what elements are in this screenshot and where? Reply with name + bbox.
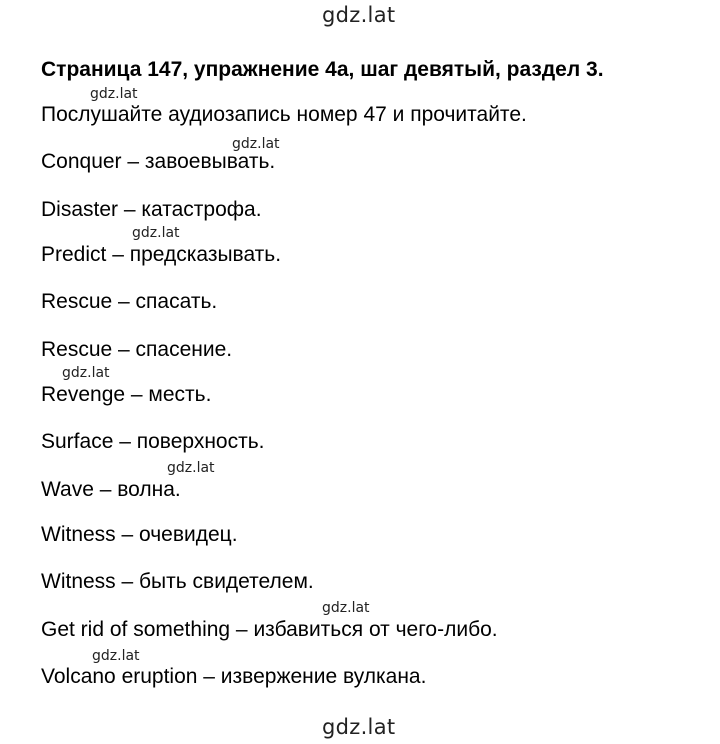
vocab-item: Wave – волна. [41, 478, 181, 501]
page-heading: Страница 147, упражнение 4a, шаг девятый, раздел 3. [41, 58, 604, 81]
watermark-top: gdz.lat [322, 3, 396, 27]
watermark-inline: gdz.lat [167, 460, 215, 476]
watermark-inline: gdz.lat [92, 648, 140, 664]
vocab-item: Conquer – завоевывать. [41, 150, 276, 173]
watermark-inline: gdz.lat [232, 136, 280, 152]
vocab-item: Witness – быть свидетелем. [41, 570, 314, 593]
vocab-item: Predict – предсказывать. [41, 243, 282, 266]
vocab-item: Witness – очевидец. [41, 523, 238, 546]
watermark-inline: gdz.lat [62, 365, 110, 381]
vocab-item: Volcano eruption – извержение вулкана. [41, 665, 427, 688]
watermark-inline: gdz.lat [322, 600, 370, 616]
instruction-text: Послушайте аудиозапись номер 47 и прочитайте. [41, 103, 527, 126]
vocab-item: Disaster – катастрофа. [41, 198, 262, 221]
watermark-inline: gdz.lat [132, 225, 180, 241]
watermark-inline: gdz.lat [90, 86, 138, 102]
vocab-item: Get rid of something – избавиться от чего-либо. [41, 618, 498, 641]
vocab-item: Revenge – месть. [41, 383, 212, 406]
watermark-bottom: gdz.lat [322, 715, 396, 739]
vocab-item: Rescue – спасать. [41, 290, 218, 313]
vocab-item: Rescue – спасение. [41, 338, 233, 361]
vocab-item: Surface – поверхность. [41, 430, 265, 453]
